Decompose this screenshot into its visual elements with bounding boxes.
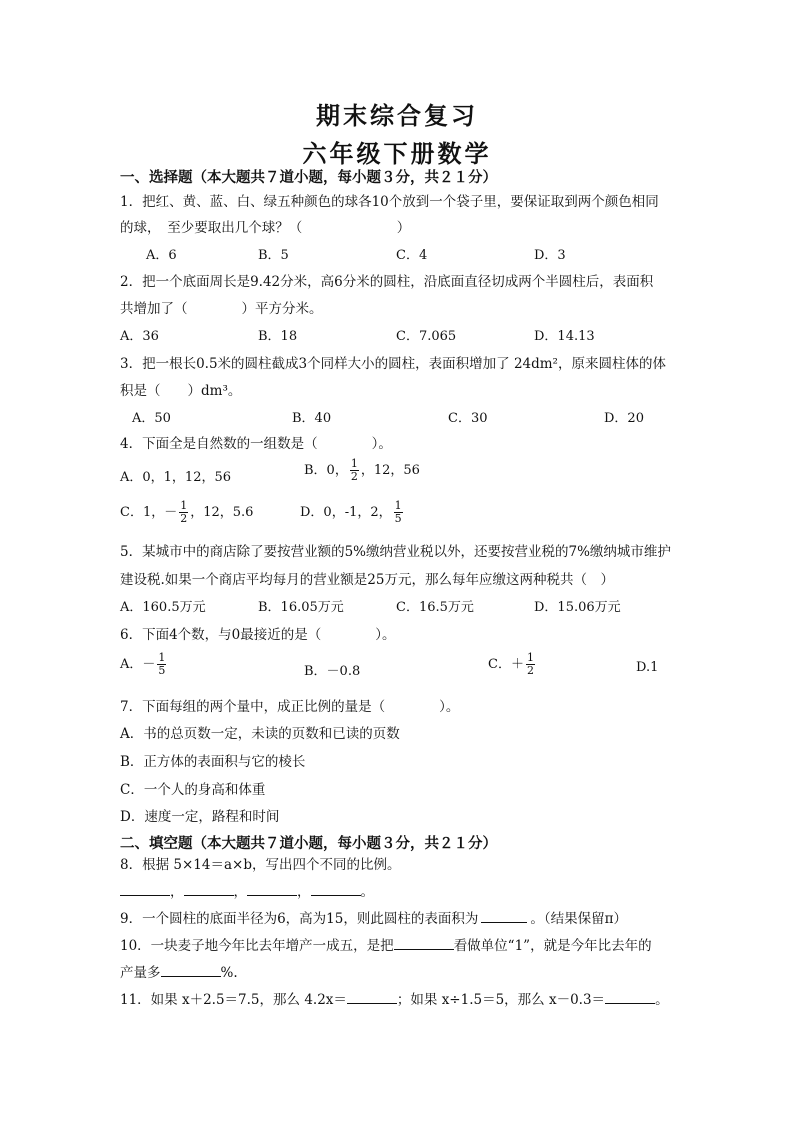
question-2-line-1: 2．把一个底面周长是9.42分米，高6分米的圆柱，沿底面直径切成两个半圆柱后，表面积 bbox=[120, 274, 654, 290]
question-1-option-d: D．3 bbox=[534, 248, 566, 263]
section-heading-choice: 一、选择题（本大题共７道小题，每小题３分，共２１分） bbox=[120, 169, 497, 186]
fraction bbox=[350, 458, 359, 483]
question-9-suffix: 。（结果保留π） bbox=[530, 911, 627, 927]
question-10-line-2 bbox=[120, 961, 238, 981]
question-6-option-a bbox=[120, 652, 168, 677]
answer-blank[interactable] bbox=[394, 936, 454, 950]
option-d-prefix: D．0，-1，2， bbox=[300, 505, 392, 520]
fraction bbox=[179, 500, 188, 525]
question-5-option-a: A．160.5万元 bbox=[120, 600, 206, 615]
question-4-stem: 4．下面全是自然数的一组数是（ ）。 bbox=[120, 436, 392, 452]
fraction-numerator: 1 bbox=[180, 499, 188, 512]
question-4-option-c bbox=[120, 500, 253, 525]
fraction-numerator: 1 bbox=[158, 651, 166, 664]
question-5-line-1: 5．某城市中的商店除了要按营业额的5%缴纳营业税以外，还要按营业税的7%缴纳城市维护 bbox=[120, 544, 671, 560]
fraction-denominator: 5 bbox=[394, 512, 402, 525]
question-6-option-d: D.1 bbox=[636, 660, 659, 675]
question-1-option-a: A．6 bbox=[146, 248, 177, 263]
fraction bbox=[157, 652, 166, 677]
question-3-option-d: D．20 bbox=[604, 411, 644, 426]
question-5-option-d: D．15.06万元 bbox=[534, 600, 621, 615]
section-heading-fill: 二、填空题（本大题共７道小题，每小题３分，共２１分） bbox=[120, 835, 497, 852]
question-9-text: 9．一个圆柱的底面半径为6，高为15，则此圆柱的表面积为 bbox=[120, 911, 479, 927]
option-b-prefix: B．0， bbox=[304, 463, 348, 478]
question-2-option-b: B．18 bbox=[258, 329, 298, 344]
question-6-option-b: B．－0.8 bbox=[304, 664, 361, 679]
answer-blank[interactable] bbox=[161, 963, 221, 977]
question-4-option-d bbox=[300, 500, 405, 525]
question-2-line-2: 共增加了（ ）平方分米。 bbox=[120, 301, 323, 317]
question-3-line-1: 3．把一根长0.5米的圆柱截成3个同样大小的圆柱，表面积增加了 24dm²，原来圆柱体的体 bbox=[120, 356, 666, 372]
fraction-denominator: 5 bbox=[158, 664, 166, 677]
question-6-option-c bbox=[488, 652, 537, 677]
question-10-line-1 bbox=[120, 934, 652, 954]
question-10-line-2-text: 产量多 bbox=[120, 965, 161, 981]
question-4-option-b bbox=[304, 458, 420, 483]
question-4-option-a: A．0，1，12，56 bbox=[120, 470, 232, 485]
fraction-numerator: 1 bbox=[350, 457, 358, 470]
question-5-line-2: 建设税.如果一个商店平均每月的营业额是25万元，那么每年应缴这两种税共（ ） bbox=[120, 572, 614, 588]
question-9 bbox=[120, 907, 627, 927]
question-11-part-1: 11．如果 x＋2.5＝7.5，那么 4.2x＝ bbox=[120, 992, 347, 1008]
fraction-numerator: 1 bbox=[526, 651, 534, 664]
question-1-option-b: B．5 bbox=[258, 248, 289, 263]
answer-blank[interactable] bbox=[311, 882, 361, 896]
question-2-option-a: A．36 bbox=[120, 329, 159, 344]
question-7-stem: 7．下面每组的两个量中，成正比例的量是（ ）。 bbox=[120, 699, 460, 715]
question-3-line-2: 积是（ ）dm³。 bbox=[120, 383, 242, 399]
fraction-numerator: 1 bbox=[394, 499, 402, 512]
option-b-suffix: ，12，56 bbox=[360, 463, 420, 478]
question-3-option-b: B．40 bbox=[292, 411, 332, 426]
answer-blank[interactable] bbox=[347, 990, 397, 1004]
page-subtitle: 六年级下册数学 bbox=[302, 139, 492, 168]
question-8-stem: 8．根据 5×14＝a×b，写出四个不同的比例。 bbox=[120, 857, 401, 873]
question-5-option-b: B．16.05万元 bbox=[258, 600, 344, 615]
period: 。 bbox=[655, 992, 669, 1008]
fraction-denominator: 2 bbox=[526, 664, 534, 677]
separator: ， bbox=[170, 884, 184, 900]
option-c-prefix: C．1，－ bbox=[120, 505, 178, 520]
option-c-suffix: ，12，5.6 bbox=[190, 505, 254, 520]
percent-suffix: %. bbox=[220, 965, 238, 981]
separator: ， bbox=[233, 884, 247, 900]
question-6-stem: 6．下面4个数，与0最接近的是（ ）。 bbox=[120, 627, 396, 643]
question-3-option-c: C．30 bbox=[448, 411, 488, 426]
option-c-prefix: C．＋ bbox=[488, 657, 524, 672]
separator: ， bbox=[297, 884, 311, 900]
page-title: 期末综合复习 bbox=[316, 101, 478, 130]
question-7-option-c: C．一个人的身高和体重 bbox=[120, 782, 266, 798]
question-7-option-b: B．正方体的表面积与它的棱长 bbox=[120, 754, 306, 770]
question-3-option-a: A．50 bbox=[132, 411, 171, 426]
question-10-text: 10．一块麦子地今年比去年增产一成五，是把 bbox=[120, 938, 394, 954]
answer-blank[interactable] bbox=[481, 909, 527, 923]
question-1-line-2: 的球， 至少要取出几个球？（ ） bbox=[120, 220, 411, 236]
period: 。 bbox=[360, 884, 374, 900]
question-11-part-2: ；如果 x÷1.5＝5，那么 x－0.3＝ bbox=[396, 992, 606, 1008]
question-8-answers bbox=[120, 880, 374, 900]
fraction-denominator: 2 bbox=[180, 512, 188, 525]
question-10-text-continued: 看做单位“1”，就是今年比去年的 bbox=[453, 938, 652, 954]
question-1-line-1: 1．把红、黄、蓝、白、绿五种颜色的球各10个放到一个袋子里，要保证取到两个颜色相同 bbox=[120, 194, 659, 210]
question-11 bbox=[120, 988, 669, 1008]
option-a-prefix: A．－ bbox=[120, 657, 156, 672]
question-1-option-c: C．4 bbox=[396, 248, 428, 263]
question-2-option-c: C．7.065 bbox=[396, 329, 457, 344]
question-5-option-c: C．16.5万元 bbox=[396, 600, 474, 615]
question-2-option-d: D．14.13 bbox=[534, 329, 595, 344]
fraction bbox=[394, 500, 403, 525]
fraction bbox=[526, 652, 535, 677]
answer-blank[interactable] bbox=[247, 882, 297, 896]
question-7-option-d: D．速度一定，路程和时间 bbox=[120, 809, 280, 825]
answer-blank[interactable] bbox=[184, 882, 234, 896]
fraction-denominator: 2 bbox=[350, 470, 358, 483]
question-7-option-a: A．书的总页数一定，未读的页数和已读的页数 bbox=[120, 726, 400, 742]
answer-blank[interactable] bbox=[120, 882, 170, 896]
answer-blank[interactable] bbox=[605, 990, 655, 1004]
